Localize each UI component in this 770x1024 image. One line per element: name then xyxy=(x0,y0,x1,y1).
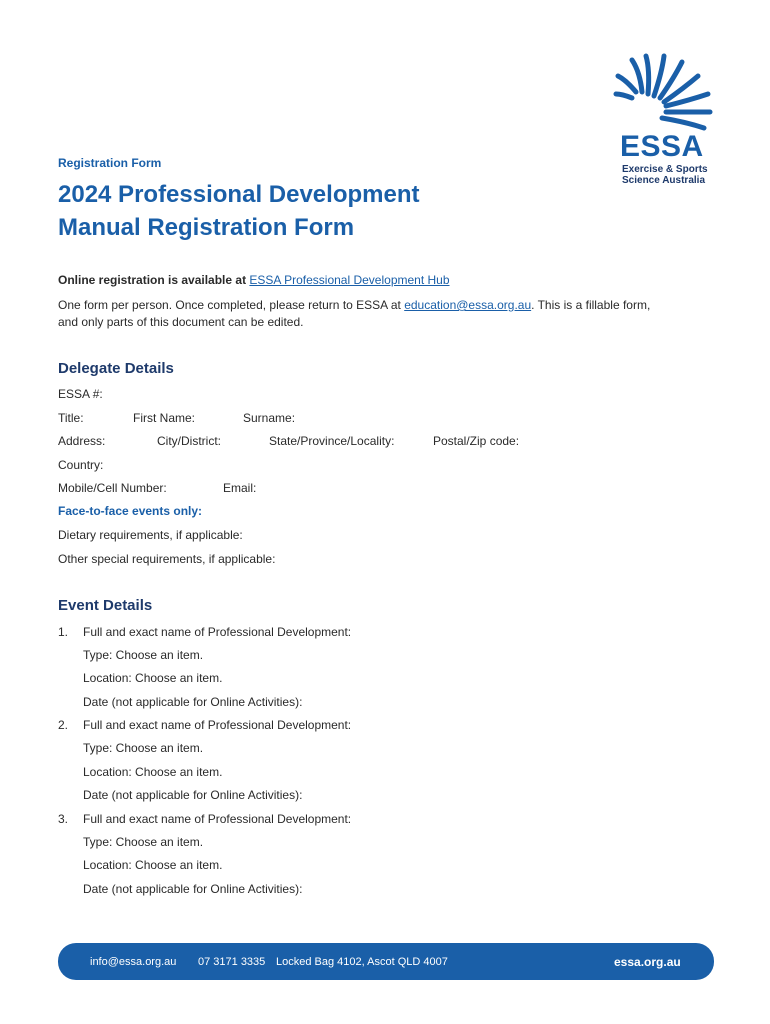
event-details-heading: Event Details xyxy=(58,597,153,614)
event-2-date-field[interactable]: Date (not applicable for Online Activities): xyxy=(83,788,303,802)
footer-email-link[interactable]: info@essa.org.au xyxy=(90,956,177,968)
footer-website-link[interactable]: essa.org.au xyxy=(614,955,681,969)
event-3-date-field[interactable]: Date (not applicable for Online Activities): xyxy=(83,882,303,896)
special-requirements-field[interactable]: Other special requirements, if applicable: xyxy=(58,552,276,566)
footer-address: Locked Bag 4102, Ascot QLD 4007 xyxy=(276,956,448,968)
event-1-date-field[interactable]: Date (not applicable for Online Activities): xyxy=(83,695,303,709)
footer-bar xyxy=(58,943,714,980)
city-field[interactable]: City/District: xyxy=(157,434,221,448)
country-field[interactable]: Country: xyxy=(58,458,104,472)
face-to-face-label: Face-to-face events only: xyxy=(58,504,203,518)
pd-hub-link[interactable]: ESSA Professional Development Hub xyxy=(249,273,450,287)
event-2-type-select[interactable]: Type: Choose an item. xyxy=(83,741,204,755)
postal-code-field[interactable]: Postal/Zip code: xyxy=(433,434,520,448)
state-field[interactable]: State/Province/Locality: xyxy=(269,434,395,448)
footer-phone[interactable]: 07 3171 3335 xyxy=(198,956,266,968)
essa-number-field[interactable]: ESSA #: xyxy=(58,387,103,401)
logo-wordmark: ESSA xyxy=(620,130,704,163)
email-field[interactable]: Email: xyxy=(223,481,257,495)
form-kicker: Registration Form xyxy=(58,156,162,170)
delegate-details-heading: Delegate Details xyxy=(58,360,174,377)
dietary-field[interactable]: Dietary requirements, if applicable: xyxy=(58,528,243,542)
event-3-type-select[interactable]: Type: Choose an item. xyxy=(83,835,204,849)
mobile-field[interactable]: Mobile/Cell Number: xyxy=(58,481,167,495)
page-title-line-2: Manual Registration Form xyxy=(58,214,355,241)
event-3-number: 3. xyxy=(58,812,69,826)
online-registration-text: Online registration is available at xyxy=(58,273,247,287)
event-3-name-field[interactable]: Full and exact name of Professional Development: xyxy=(83,812,352,826)
instructions-suffix: . This is a fillable form, xyxy=(531,298,651,312)
instructions-paragraph xyxy=(58,297,708,331)
event-3-location-select[interactable]: Location: Choose an item. xyxy=(83,858,223,872)
instructions-text: One form per person. Once completed, please return to ESSA at xyxy=(58,298,401,312)
logo-subtitle-1: Exercise & Sports xyxy=(622,164,708,175)
event-2-number: 2. xyxy=(58,718,69,732)
starburst-icon xyxy=(612,52,722,132)
title-field[interactable]: Title: xyxy=(58,411,84,425)
instructions-line-2: and only parts of this document can be edited. xyxy=(58,315,304,329)
logo-subtitle-2: Science Australia xyxy=(622,175,706,186)
page-title-line-1: 2024 Professional Development xyxy=(58,181,420,208)
event-1-number: 1. xyxy=(58,625,69,639)
education-email-link[interactable]: education@essa.org.au xyxy=(404,298,532,312)
event-1-name-field[interactable]: Full and exact name of Professional Development: xyxy=(83,625,352,639)
essa-logo xyxy=(612,52,722,192)
page-title xyxy=(58,178,498,244)
surname-field[interactable]: Surname: xyxy=(243,411,296,425)
event-2-name-field[interactable]: Full and exact name of Professional Development: xyxy=(83,718,352,732)
first-name-field[interactable]: First Name: xyxy=(133,411,196,425)
event-1-location-select[interactable]: Location: Choose an item. xyxy=(83,671,223,685)
event-1-type-select[interactable]: Type: Choose an item. xyxy=(83,648,204,662)
event-2-location-select[interactable]: Location: Choose an item. xyxy=(83,765,223,779)
online-registration-line xyxy=(58,273,450,287)
address-field[interactable]: Address: xyxy=(58,434,106,448)
